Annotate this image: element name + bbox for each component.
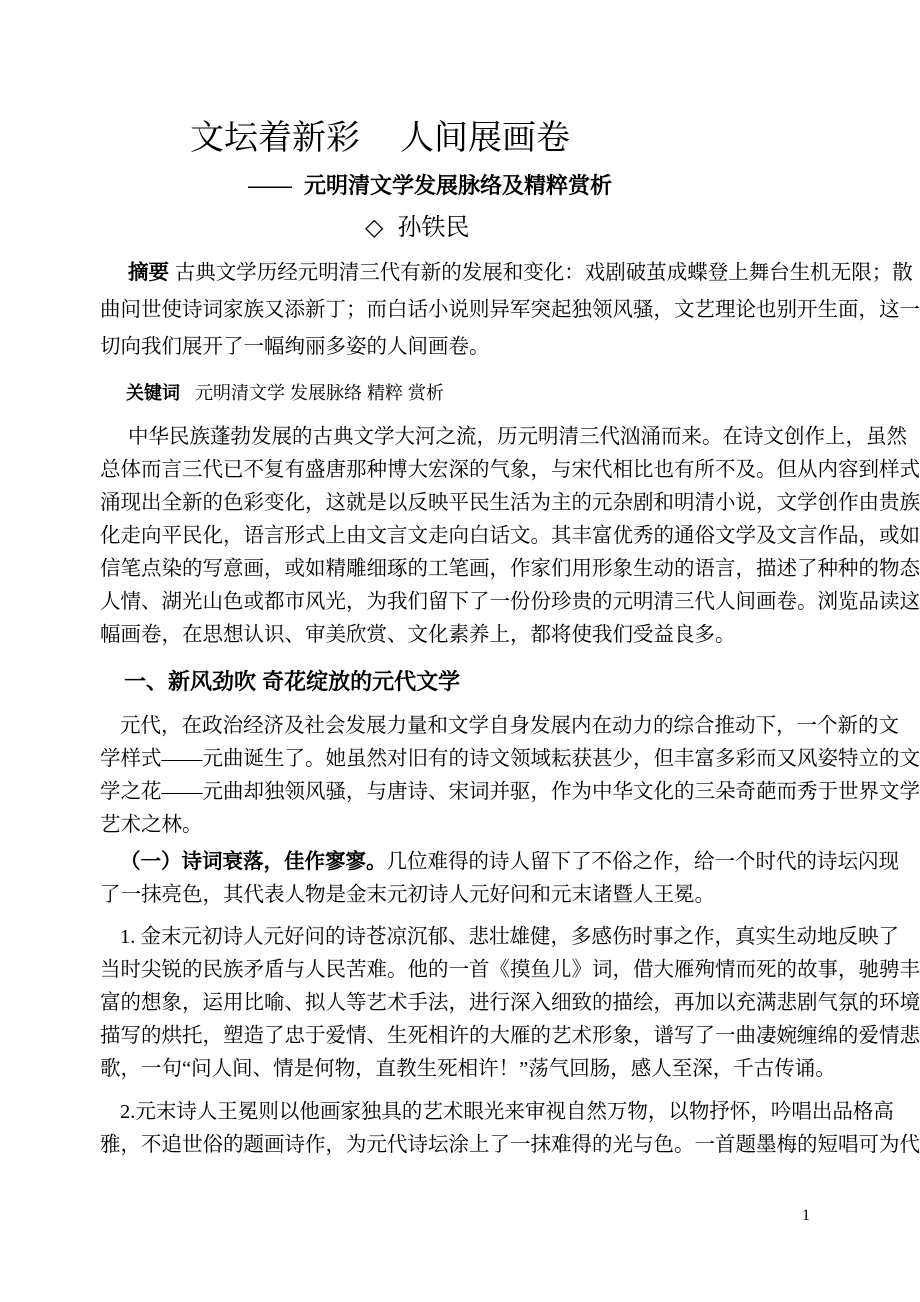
paragraph-line: 学样式——元曲诞生了。她虽然对旧有的诗文领域耘获甚少，但丰富多彩而又风姿特立的文 (100, 748, 920, 770)
abstract-line: 曲问世使诗词家族又添新丁；而白话小说则异军突起独领风骚，文艺理论也别开生面，这一 (100, 298, 920, 321)
paragraph-line: 元代，在政治经济及社会发展力量和文学自身发展内在动力的综合推动下，一个新的文 (120, 715, 899, 737)
paragraph-line (120, 849, 899, 875)
author-line (365, 212, 469, 244)
section-heading: 一、新风劲吹 奇花绽放的元代文学 (124, 669, 461, 694)
keywords-label: 关键词 (126, 383, 180, 403)
paragraph-line: 雅，不追世俗的题画诗作，为元代诗坛涂上了一抹难得的光与色。一首题墨梅的短唱可为代 (100, 1134, 920, 1156)
keywords-text: 元明清文学 发展脉络 精粹 赏析 (195, 383, 445, 403)
paragraph-line: 总体而言三代已不复有盛唐那种博大宏深的气象，与宋代相比也有所不及。但从内容到样式 (100, 459, 920, 481)
paragraph-line: 了一抹亮色，其代表人物是金末元初诗人元好问和元末诸暨人王冕。 (100, 884, 715, 906)
paragraph-line: 歌，一句“问人间、情是何物，直教生死相许！”荡气回肠，感人至深，千古传诵。 (100, 1058, 836, 1080)
page-number: 1 (802, 1207, 810, 1224)
document-subtitle (248, 172, 612, 200)
document-title (190, 116, 570, 160)
paragraph-line: 人情、湖光山色或都市风光，为我们留下了一份份珍贵的元明清三代人间画卷。浏览品读这 (100, 591, 920, 613)
abstract-text: 古典文学历经元明清三代有新的发展和变化：戏剧破茧成蝶登上舞台生机无限；散 (174, 261, 913, 284)
paragraph-line: 涌现出全新的色彩变化，这就是以反映平民生活为主的元杂剧和明清小说，文学创作由贵族 (100, 492, 920, 514)
paragraph-line: 学之花——元曲却独领风骚，与唐诗、宋词并驱，作为中华文化的三朵奇葩而秀于世界文学 (100, 781, 920, 803)
subsection-label: （一）诗词衰落，佳作寥寥。 (120, 850, 387, 873)
paragraph-line: 艺术之林。 (100, 814, 203, 836)
paragraph-line: 描写的烘托，塑造了忠于爱情、生死相许的大雁的艺术形象，谱写了一曲凄婉缠绵的爱情悲 (100, 1025, 920, 1047)
abstract-label: 摘要 (128, 261, 169, 284)
diamond-icon: ◇ (365, 214, 384, 241)
title-part-2: 人间展画卷 (400, 119, 570, 157)
paragraph-line: 当时尖锐的民族矛盾与人民苦难。他的一首《摸鱼儿》词，借大雁殉情而死的故事，驰骋丰 (100, 959, 920, 981)
paragraph-line: 富的想象，运用比喻、拟人等艺术手法，进行深入细致的描绘，再加以充满悲剧气氛的环境 (100, 992, 920, 1014)
paragraph-line: 1. 金末元初诗人元好问的诗苍凉沉郁、悲壮雄健，多感伤时事之作，真实生动地反映了 (120, 926, 899, 948)
subtitle-dash: —— (248, 173, 292, 198)
paragraph-line: 中华民族蓬勃发展的古典文学大河之流，历元明清三代汹涌而来。在诗文创作上，虽然 (128, 426, 907, 448)
paragraph-line: 化走向平民化，语言形式上由文言文走向白话文。其丰富优秀的通俗文学及文言作品，或如 (100, 525, 920, 547)
subsection-text: 几位难得的诗人留下了不俗之作，给一个时代的诗坛闪现 (386, 851, 899, 873)
author-name: 孙铁民 (397, 214, 470, 241)
paragraph-line: 2.元末诗人王冕则以他画家独具的艺术眼光来审视自然万物，以物抒怀，吟唱出品格高 (120, 1101, 894, 1123)
paragraph-line: 信笔点染的写意画，或如精雕细琢的工笔画，作家们用形象生动的语言，描述了种种的物态 (100, 558, 920, 580)
abstract-line: 切向我们展开了一幅绚丽多姿的人间画卷。 (100, 335, 490, 358)
abstract-line (128, 260, 913, 286)
keywords-line (126, 380, 859, 406)
subtitle-text: 元明清文学发展脉络及精粹赏析 (304, 173, 613, 198)
title-part-1: 文坛着新彩 (190, 119, 360, 157)
paragraph-line: 幅画卷，在思想认识、审美欣赏、文化素养上，都将使我们受益良多。 (100, 624, 736, 646)
